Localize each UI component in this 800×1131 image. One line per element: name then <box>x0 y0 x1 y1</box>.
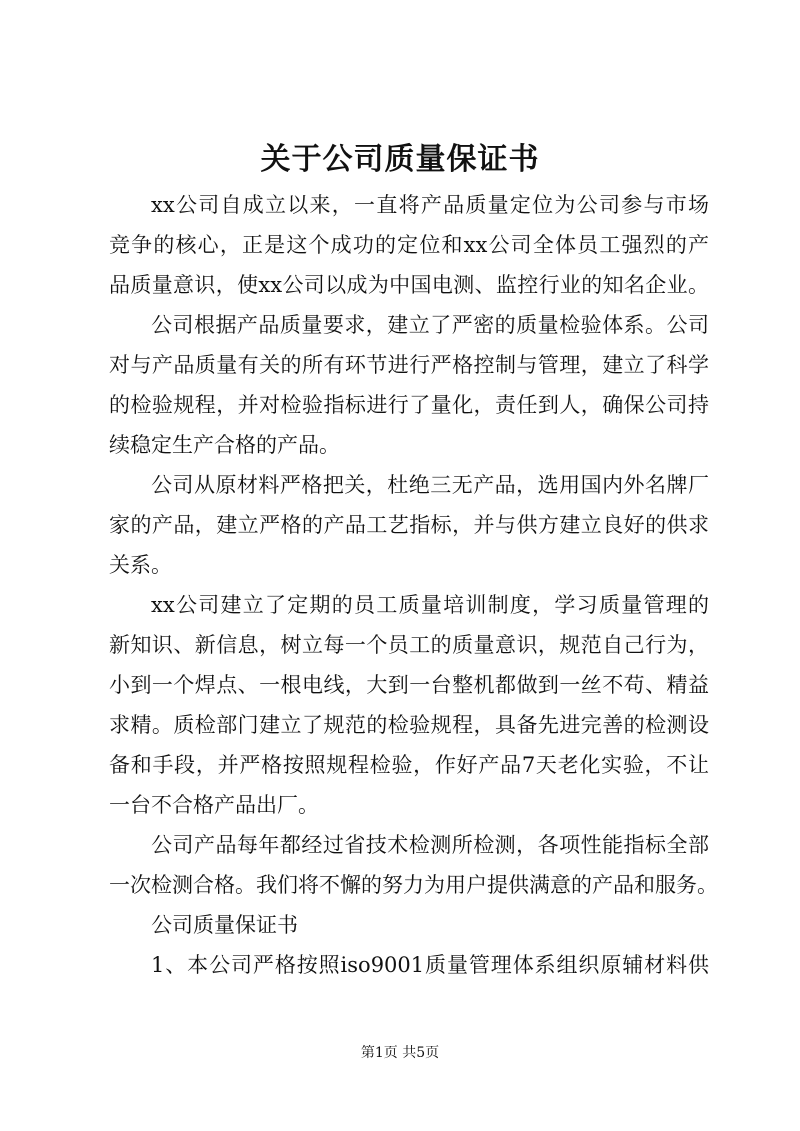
text-line: 公司产品每年都经过省技术检测所检测，各项性能指标全部 <box>151 833 709 857</box>
text-line: 公司从原材料严格把关，杜绝三无产品，选用国内外名牌厂 <box>151 473 709 497</box>
document-body <box>109 185 718 985</box>
section-heading: 公司质量保证书 <box>151 913 298 937</box>
text-line: 的检验规程，并对检验指标进行了量化，责任到人，确保公司持 <box>109 393 709 417</box>
text-line: 品质量意识，使xx公司以成为中国电测、监控行业的知名企业。 <box>109 273 709 297</box>
text-line: 一台不合格产品出厂。 <box>109 793 319 817</box>
text-line: 竞争的核心，正是这个成功的定位和xx公司全体员工强烈的产 <box>109 233 709 257</box>
text-line: 求精。质检部门建立了规范的检验规程，具备先进完善的检测设 <box>109 713 709 737</box>
text-line: xx公司自成立以来，一直将产品质量定位为公司参与市场 <box>151 193 709 217</box>
text-line: 续稳定生产合格的产品。 <box>109 433 340 457</box>
text-line: 备和手段，并严格按照规程检验，作好产品7天老化实验，不让 <box>109 753 709 777</box>
text-line: 对与产品质量有关的所有环节进行严格控制与管理，建立了科学 <box>109 353 709 377</box>
text-line: 公司根据产品质量要求，建立了严密的质量检验体系。公司 <box>151 313 709 337</box>
text-line: 家的产品，建立严格的产品工艺指标，并与供方建立良好的供求 <box>109 513 709 537</box>
page-footer: 第1页 共5页 <box>360 1045 440 1061</box>
text-line: 1、本公司严格按照iso9001质量管理体系组织原辅材料供 <box>151 953 709 977</box>
document-title: 关于公司质量保证书 <box>260 142 540 177</box>
text-line: xx公司建立了定期的员工质量培训制度，学习质量管理的 <box>151 593 709 617</box>
text-line: 一次检测合格。我们将不懈的努力为用户提供满意的产品和服务。 <box>109 873 718 897</box>
text-line: 关系。 <box>109 553 172 577</box>
text-line: 新知识、新信息，树立每一个员工的质量意识，规范自己行为， <box>109 633 709 657</box>
text-line: 小到一个焊点、一根电线，大到一台整机都做到一丝不苟、精益 <box>109 673 709 697</box>
